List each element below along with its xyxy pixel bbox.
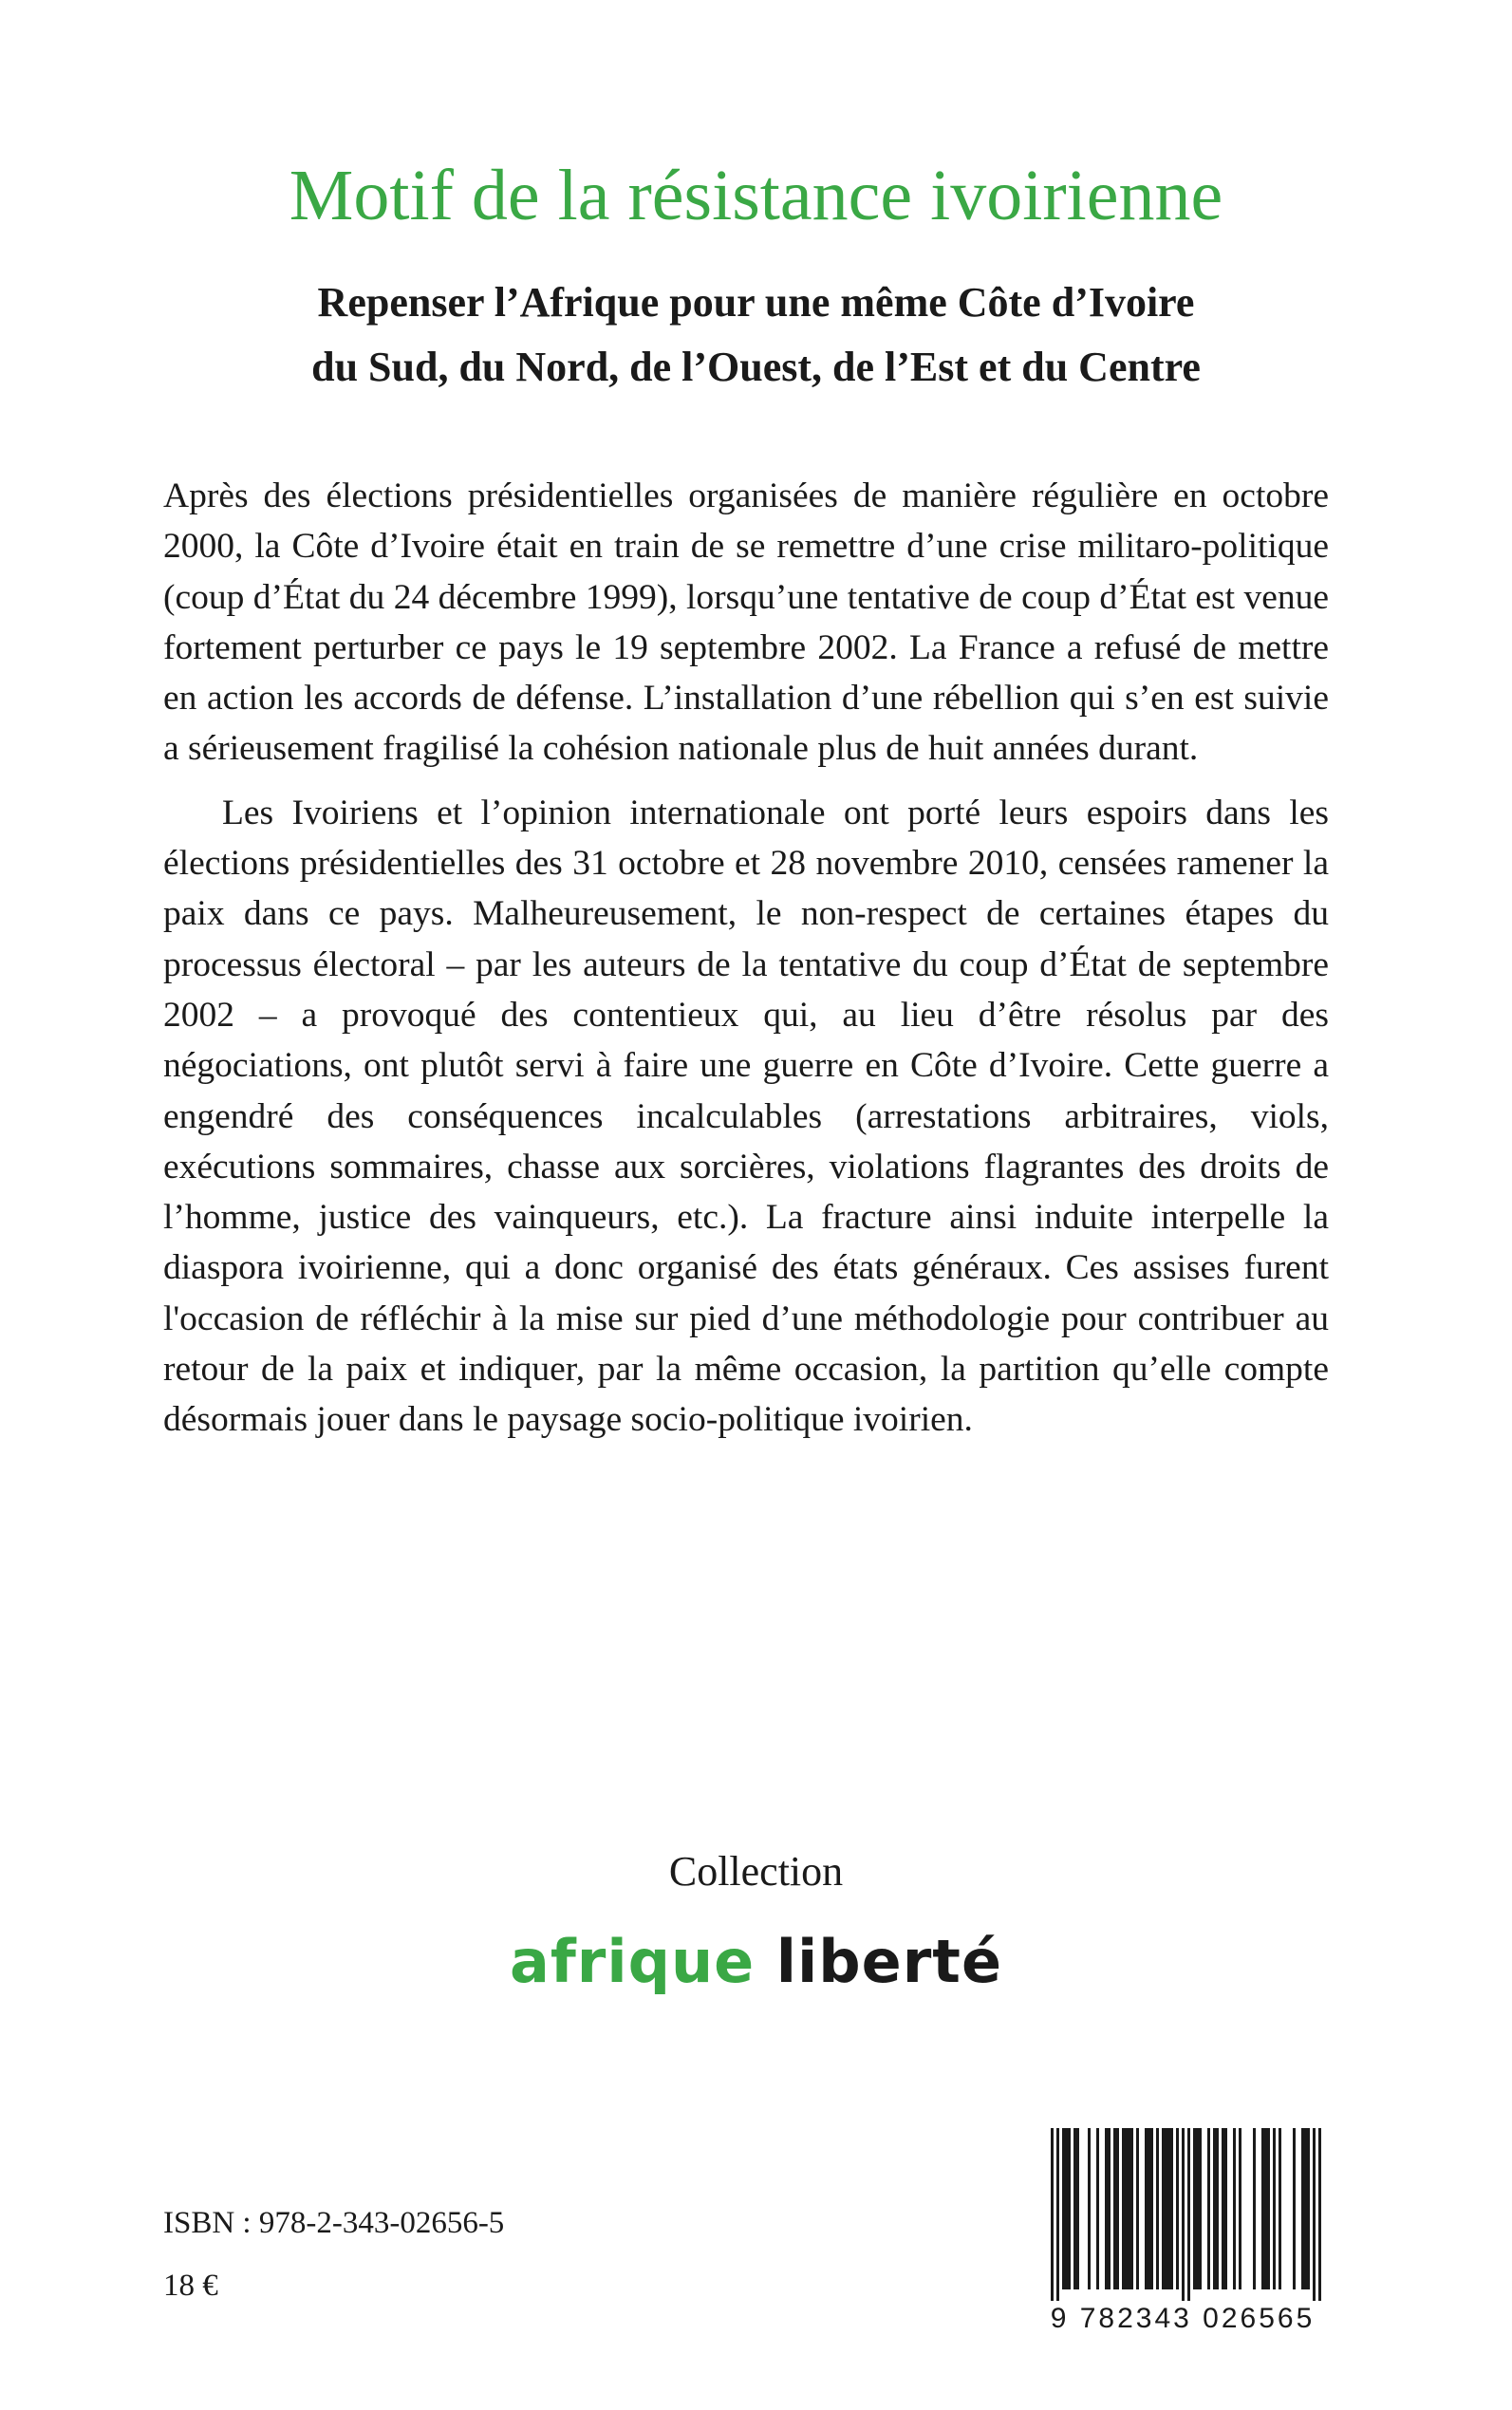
barcode-bar xyxy=(1167,2128,1170,2289)
barcode-bar xyxy=(1213,2128,1216,2289)
subtitle-line-1: Repenser l’Afrique pour une même Côte d’Ivoire xyxy=(317,279,1195,326)
barcode-bar xyxy=(1273,2128,1276,2289)
barcode-bar xyxy=(1261,2128,1264,2289)
barcode xyxy=(1030,2124,1335,2333)
barcode-bar xyxy=(1301,2128,1304,2289)
barcode-bar xyxy=(1148,2128,1150,2289)
barcode-bar xyxy=(1156,2128,1159,2289)
barcode-bar xyxy=(1279,2128,1281,2289)
barcode-bar xyxy=(1304,2128,1307,2289)
collection-logo xyxy=(0,1927,1512,1996)
barcode-bar xyxy=(1267,2128,1270,2289)
barcode-bar xyxy=(1125,2128,1128,2289)
barcode-bar xyxy=(1150,2128,1153,2289)
barcode-bar xyxy=(1253,2128,1256,2289)
barcode-bar xyxy=(1264,2128,1267,2289)
barcode-bar xyxy=(1165,2128,1167,2289)
barcode-bar xyxy=(1076,2128,1079,2289)
barcode-bar xyxy=(1062,2128,1065,2289)
barcode-bar xyxy=(1113,2128,1116,2289)
price: 18 € xyxy=(163,2269,218,2303)
blurb-paragraph-1: Après des élections présidentielles organisées de manière régulière en octobre 2000, la Côte d’Ivoire était en train de se remettre d’une crise militaro-politique (coup d’État du 24 décembre 1999), lorsqu’une tentative de coup d’État est venue fortement perturber ce pays le 19 septembre 2002. La France a refusé de mettre en action les accords de défense. L’installation d’une rébellion qui s’en est suivie a sérieusement fragilisé la cohésion nationale plus de huit années durant. xyxy=(163,476,1329,769)
barcode-bar xyxy=(1065,2128,1068,2289)
barcode-bar xyxy=(1182,2128,1185,2301)
blurb xyxy=(163,471,1329,1446)
barcode-bar xyxy=(1313,2128,1316,2301)
collection-label: Collection xyxy=(668,1848,844,1895)
barcode-bar xyxy=(1293,2128,1296,2289)
barcode-bar xyxy=(1073,2128,1076,2289)
collection-logo-part-1: afrique xyxy=(509,1927,756,1996)
barcode-bar xyxy=(1239,2128,1241,2289)
barcode-bar xyxy=(1122,2128,1125,2289)
barcode-bar xyxy=(1199,2128,1202,2289)
barcode-bar xyxy=(1056,2128,1059,2301)
barcode-bar xyxy=(1145,2128,1148,2289)
barcode-bar xyxy=(1088,2128,1091,2289)
barcode-bar xyxy=(1196,2128,1199,2289)
isbn: ISBN : 978-2-343-02656-5 xyxy=(163,2206,505,2240)
barcode-bar xyxy=(1176,2128,1179,2289)
barcode-bar xyxy=(1116,2128,1119,2289)
book-subtitle xyxy=(95,271,1417,400)
barcode-bar xyxy=(1051,2128,1054,2301)
collection-logo-part-2: liberté xyxy=(775,1927,1002,1996)
barcode-bar xyxy=(1128,2128,1130,2289)
barcode-bar xyxy=(1318,2128,1321,2301)
barcode-bar xyxy=(1216,2128,1219,2289)
barcode-bar xyxy=(1162,2128,1165,2289)
blurb-paragraph-2: Les Ivoiriens et l’opinion internationale ont porté leurs espoirs dans les élections présidentielles des 31 octobre et 28 novembre 2010, censées ramener la paix dans ce pays. Malheureusement, le non-respect de certaines étapes du processus électoral – par les auteurs de la tentative du coup d’État de septembre 2002 – a provoqué des contentieux qui, au lieu d’être résolus par des négociations, ont plutôt servi à faire une guerre en Côte d’Ivoire. Cette guerre a engendré des conséquences incalculables (arrestations arbitraires, viols, exécutions sommaires, chasse aux sorcières, violations flagrantes des droits de l’homme, justice des vainqueurs, etc.). La fracture ainsi induite interpelle la diaspora ivoirienne, qui a donc organisé des états généraux. Ces assises furent l'occasion de réfléchir à la mise sur pied d’une méthodologie pour contribuer au retour de la paix et indiquer, par la même occasion, la partition qu’elle compte désormais jouer dans le paysage socio-politique ivoirien. xyxy=(163,793,1329,1440)
barcode-bar xyxy=(1170,2128,1173,2289)
barcode-bar xyxy=(1222,2128,1224,2289)
barcode-bars xyxy=(1051,2128,1321,2301)
barcode-bar xyxy=(1130,2128,1133,2289)
barcode-bar xyxy=(1187,2128,1190,2301)
barcode-bar xyxy=(1105,2128,1108,2289)
barcode-bar xyxy=(1307,2128,1310,2289)
barcode-bar xyxy=(1068,2128,1071,2289)
barcode-bar xyxy=(1224,2128,1227,2289)
barcode-bar xyxy=(1207,2128,1210,2289)
barcode-bar xyxy=(1108,2128,1111,2289)
barcode-bar xyxy=(1193,2128,1196,2289)
barcode-bar xyxy=(1096,2128,1099,2289)
barcode-bar xyxy=(1233,2128,1236,2289)
subtitle-line-2: du Sud, du Nord, de l’Ouest, de l’Est et du Centre xyxy=(311,344,1201,390)
book-title: Motif de la résistance ivoirienne xyxy=(289,156,1223,235)
barcode-digits: 9 782343 026565 xyxy=(1050,2303,1316,2333)
barcode-bar xyxy=(1136,2128,1139,2289)
